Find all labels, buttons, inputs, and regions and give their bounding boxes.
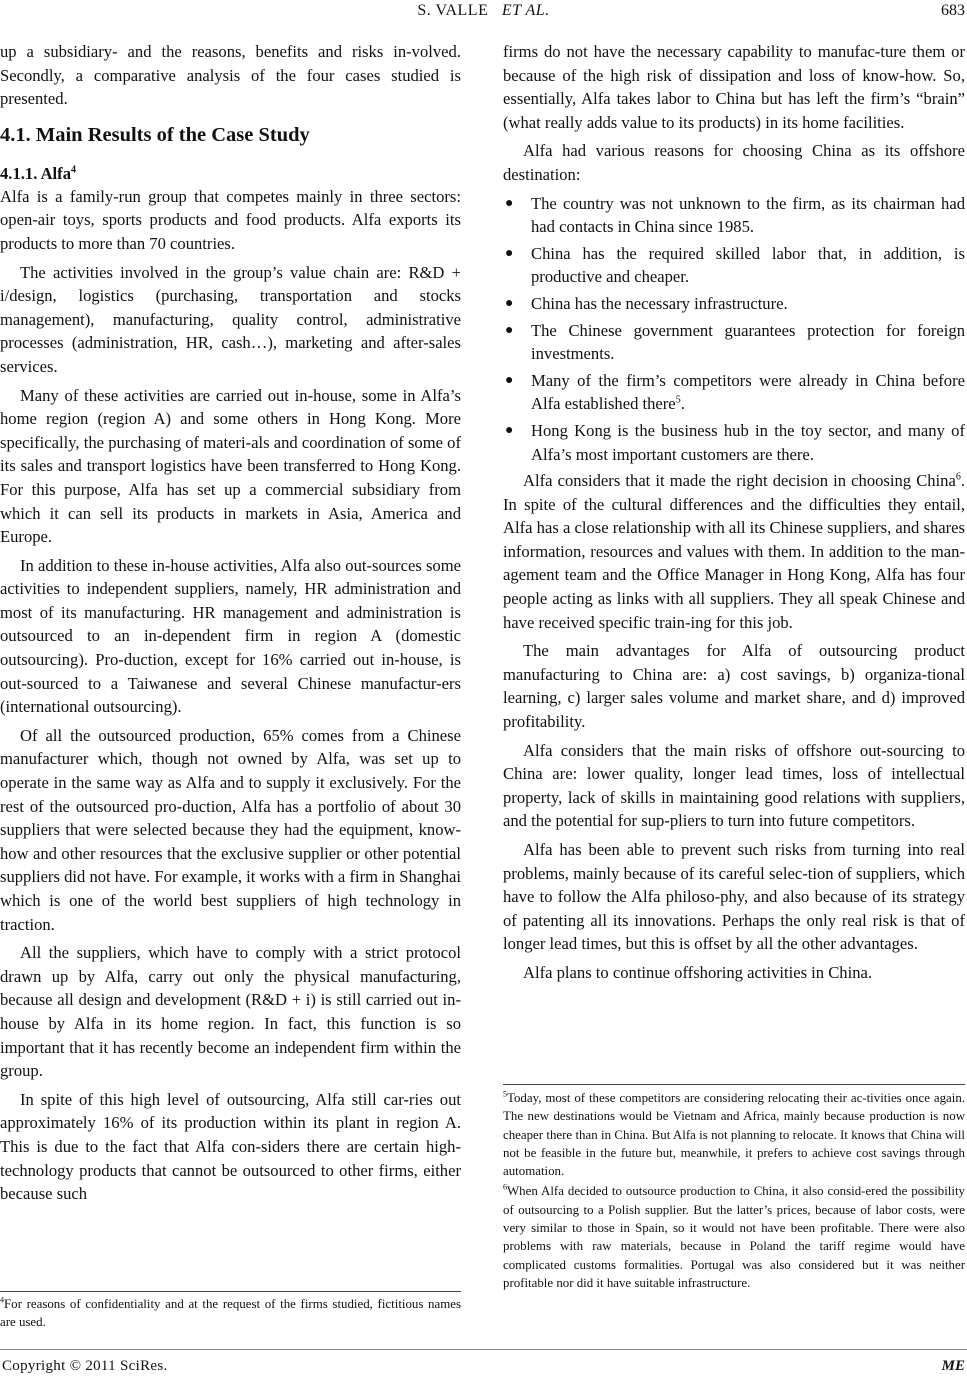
subsection-title (0, 162, 461, 185)
copyright-text: Copyright © 2011 SciRes. (2, 1358, 168, 1374)
paragraph: Alfa considers that it made the right decision in choosing China$^6$. In spite of the cultural differences and the difficulties they entail, Alfa has a close relationship with all its Chinese suppliers, and shares information, resources and values with them. In addition to the man-agement team and the Office Manager in Hong Kong, Alfa has four people acting as links with all suppliers. They all speak Chinese and have received specific train-ing for this job. (503, 471, 965, 632)
header-et-al: ET AL. (501, 2, 550, 19)
footnote-ref-6[interactable]: 6 (955, 471, 961, 483)
paragraph: Of all the outsourced production, 65% comes from a Chinese manufacturer which, though not owned by Alfa, was set up to operate in the same way as Alfa and to supply it exclusively. For the rest of the outsourced pro-duction, Alfa has a portfolio of about 30 suppliers that were selected because they had the equipment, know-how and other resources that the exclusive supplier or other potential suppliers did not have. For example, it works with a firm in Shanghai which is one of the world best suppliers of high technology in traction. (0, 725, 461, 934)
paragraph: All the suppliers, which have to comply with a strict protocol drawn up by Alfa, carry out only the physical manufacturing, because all design and development (R&D + i) is still carried out in-house by Alfa in its home region. In fact, this function is so important that it has recently become an independent firm within the group. (0, 943, 461, 1081)
left-column (0, 40, 461, 1211)
footer-divider (0, 1349, 967, 1350)
list-item: ● Hong Kong is the business hub in the toy sector, and many of Alfa’s most important customers are there. (505, 420, 965, 464)
footnote-text: For reasons of confidentiality and at the request of the firms studied, fictitious names are used. (0, 1297, 461, 1330)
footnote-5 (503, 1089, 965, 1180)
footnote-4 (0, 1295, 461, 1334)
list-item: ● The Chinese government guarantees protection for foreign investments. (505, 320, 965, 364)
footnote-mark: 4 (0, 1295, 4, 1305)
header-author: S. VALLE (417, 2, 489, 19)
reasons-list (503, 192, 965, 467)
paragraph: Alfa had various reasons for choosing China as its offshore destination: (503, 141, 965, 184)
footnote-mark: 5 (503, 1089, 507, 1099)
bullet-icon: ● (505, 295, 514, 311)
paragraph: firms do not have the necessary capability to manufac-ture them or because of the high risk of dissipation and loss of know-how. So, essentially, Alfa takes labor to China but has left the firm’s “brain” (what really adds value to its products) in its home facilities. (503, 42, 965, 132)
footnote-text: Today, most of these competitors are considering relocating their ac-tivities once again. The new destinations would be Vietnam and Africa, mainly because production is now cheaper there than in China. But Alfa is not planning to relocate. It knows that China will not be feasible in the future but, meanwhile, it prefers to achieve cost savings through automation. (503, 1091, 965, 1179)
bullet-icon: ● (505, 372, 514, 388)
paragraph: Alfa has been able to prevent such risks from turning into real problems, mainly because of its careful selec-tion of suppliers, which have to follow the Alfa philoso-phy, and also because of its strategy of patenting all its innovations. Perhaps the only real risk is that of longer lead times, but this is offset by all the other advantages. (503, 840, 965, 954)
paragraph: In addition to these in-house activities, Alfa also out-sources some activities to independent suppliers, namely, HR administration and most of its manufacturing. HR management and administration is outsourced to an in-dependent firm in region A (domestic outsourcing). Pro-duction, except for 16% carried out in-house, is out-sourced to a Taiwanese and several Chinese manufactur-ers (international outsourcing). (0, 555, 461, 717)
list-item: ● The country was not unknown to the firm, as its chairman had had contacts in China since 1985. (505, 193, 965, 237)
list-item: ● China has the required skilled labor that, in addition, is productive and cheaper. (505, 243, 965, 287)
journal-abbrev: ME (941, 1358, 965, 1374)
intro-paragraph: up a subsidiary- and the reasons, benefits and risks in-volved. Secondly, a comparative analysis of the four cases studied is presented. (0, 42, 461, 109)
page-number: 683 (941, 2, 965, 19)
running-header (0, 2, 967, 22)
footnote-text: When Alfa decided to outsource production to China, it also consid-ered the possibility of outsourcing to a Polish supplier. But the latter’s prices, because of labor costs, were very similar to those in Spain, so it would not have been profitable. There were also problems with raw materials, because in Poland the tariff regime would have complicated customs formalities. Portugal was also considered but it was neither profitable nor did it have suitable infrastructure. (503, 1184, 965, 1290)
footnote-divider (503, 1084, 965, 1085)
footnote-mark: 6 (503, 1183, 507, 1193)
section-title: 4.1. Main Results of the Case Study (0, 123, 310, 146)
paragraph: Alfa is a family-run group that competes mainly in three sectors: open-air toys, sports products and food products. Alfa exports its products to more than 70 countries. (0, 186, 461, 253)
list-item: ● Many of the firm’s competitors were already in China before Alfa established there$^5$. (505, 370, 965, 414)
paragraph: Many of these activities are carried out in-house, some in Alfa’s home region (region A) and some others in Hong Kong. More specifically, the purchasing of materi-als and coordination of some of its sales and transport logistics have been transferred to Hong Kong. For this purpose, Alfa has set up a commercial subsidiary from which it can sell its products in markets in Asia, America and Europe. (0, 385, 461, 547)
subsection-title-text: 4.1.1. Alfa (0, 163, 71, 183)
bullet-icon: ● (505, 245, 514, 261)
running-title (0, 2, 967, 20)
list-item: ● China has the necessary infrastructure. (503, 292, 965, 316)
footnote-ref-5[interactable]: 5 (675, 394, 681, 406)
bullet-icon: ● (505, 195, 514, 211)
footnote-6 (503, 1182, 965, 1292)
paragraph: The activities involved in the group’s value chain are: R&D + i/design, logistics (purchasing, transportation and stocks management), manufacturing, quality control, administrative processes (administration, HR, cash…), marketing and after-sales services. (0, 262, 461, 376)
right-column (503, 40, 965, 990)
footnotes-right (503, 1089, 965, 1294)
paragraph: Alfa considers that the main risks of offshore out-sourcing to China are: lower quality, longer lead times, loss of intellectual property, lack of skills in maintaining good relations with suppliers, and the potential for sup-pliers to turn into future competitors. (503, 740, 965, 831)
paragraph: Alfa plans to continue offshoring activities in China. (523, 962, 873, 982)
footnote-ref-4[interactable]: 4 (71, 164, 76, 176)
footnote-divider (0, 1291, 461, 1292)
bullet-icon: ● (505, 422, 514, 438)
paragraph: The main advantages for Alfa of outsourcing product manufacturing to China are: a) cost savings, b) organiza-tional learning, c) larger sales volume and market share, and d) improved profitability. (503, 641, 965, 732)
bullet-icon: ● (505, 322, 514, 338)
paragraph: In spite of this high level of outsourcing, Alfa still car-ries out approximately 16% of its production within its plant in region A. This is due to the fact that Alfa con-siders there are certain high-technology products that cannot be outsourced to other firms, either because such (0, 1089, 461, 1204)
